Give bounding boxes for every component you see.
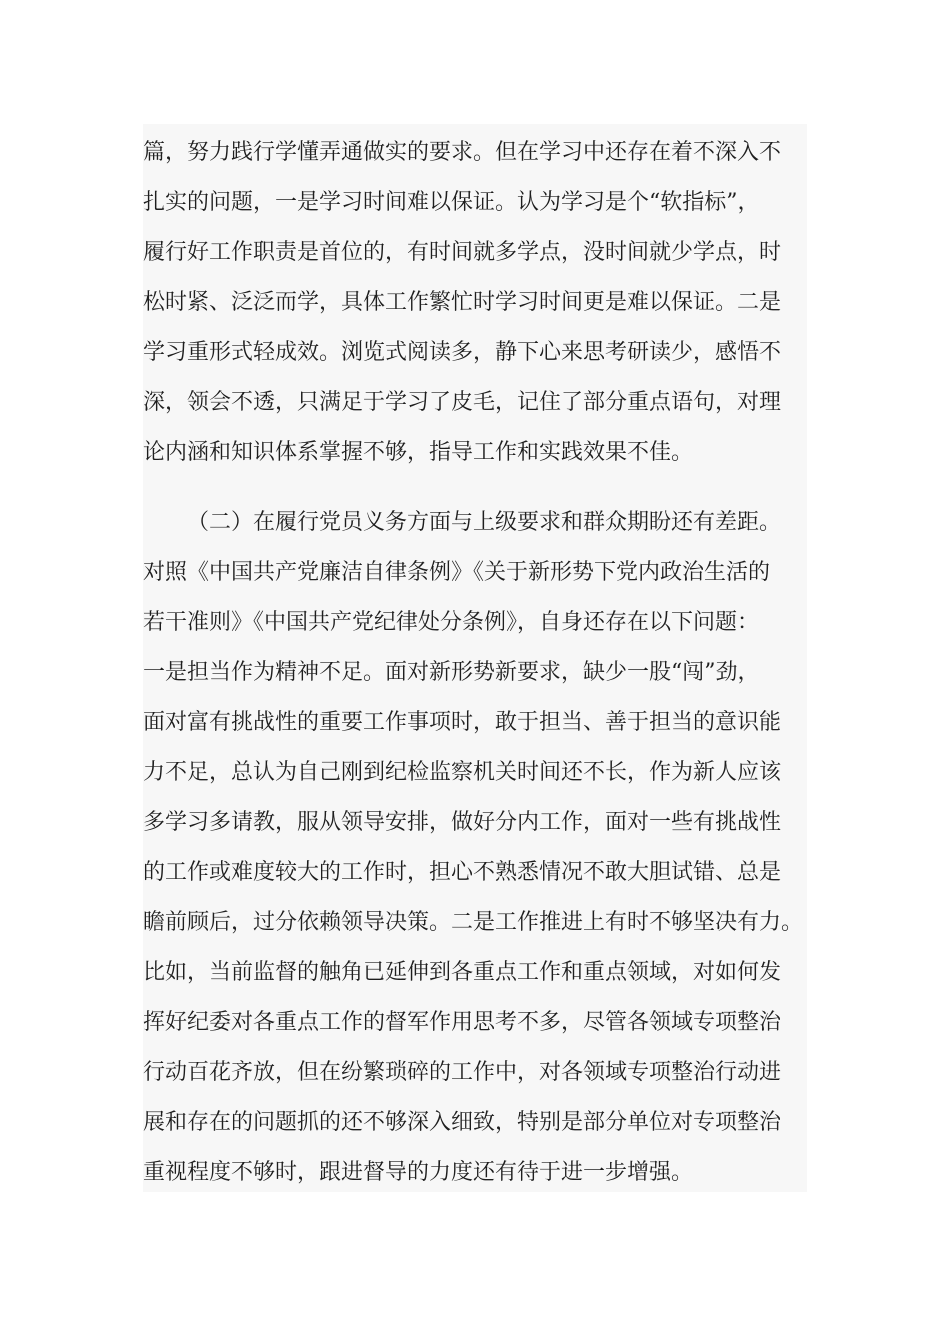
paragraph-line: 多学习多请教，服从领导安排，做好分内工作，面对一些有挑战性 xyxy=(143,810,782,835)
paragraph-line: 学习重形式轻成效。浏览式阅读多，静下心来思考研读少，感悟不 xyxy=(143,340,782,365)
document-text-block xyxy=(143,124,807,1192)
paragraph-line: 挥好纪委对各重点工作的督军作用思考不多，尽管各领域专项整治 xyxy=(143,1010,782,1035)
paragraph-line: 力不足，总认为自己刚到纪检监察机关时间还不长，作为新人应该 xyxy=(143,760,782,785)
paragraph-line: 瞻前顾后，过分依赖领导决策。二是工作推进上有时不够坚决有力。 xyxy=(143,910,804,935)
paragraph-line: 论内涵和知识体系掌握不够，指导工作和实践效果不佳。 xyxy=(143,440,694,465)
paragraph-line: 松时紧、泛泛而学，具体工作繁忙时学习时间更是难以保证。二是 xyxy=(143,290,782,315)
paragraph-line: 行动百花齐放，但在纷繁琐碎的工作中，对各领域专项整治行动进 xyxy=(143,1060,782,1085)
paragraph-line: 重视程度不够时，跟进督导的力度还有待于进一步增强。 xyxy=(143,1160,694,1185)
paragraph-line: 深，领会不透，只满足于学习了皮毛，记住了部分重点语句，对理 xyxy=(143,390,782,415)
section-heading-line: （二）在履行党员义务方面与上级要求和群众期盼还有差距。 xyxy=(187,510,782,535)
paragraph-line: 展和存在的问题抓的还不够深入细致，特别是部分单位对专项整治 xyxy=(143,1110,782,1135)
paragraph-line: 一是担当作为精神不足。面对新形势新要求，缺少一股“闯”劲， xyxy=(143,660,760,685)
paragraph-line: 比如，当前监督的触角已延伸到各重点工作和重点领域，对如何发 xyxy=(143,960,782,985)
paragraph-line: 面对富有挑战性的重要工作事项时，敢于担当、善于担当的意识能 xyxy=(143,710,782,735)
paragraph-line: 的工作或难度较大的工作时，担心不熟悉情况不敢大胆试错、总是 xyxy=(143,860,782,885)
paragraph-line: 扎实的问题，一是学习时间难以保证。认为学习是个“软指标”， xyxy=(143,190,760,215)
paragraph-line: 篇，努力践行学懂弄通做实的要求。但在学习中还存在着不深入不 xyxy=(143,140,782,165)
paragraph-line: 履行好工作职责是首位的，有时间就多学点，没时间就少学点，时 xyxy=(143,240,782,265)
paragraph-line: 若干准则》《中国共产党纪律处分条例》，自身还存在以下问题： xyxy=(143,610,760,635)
paragraph-line: 对照《中国共产党廉洁自律条例》《关于新形势下党内政治生活的 xyxy=(143,560,771,585)
